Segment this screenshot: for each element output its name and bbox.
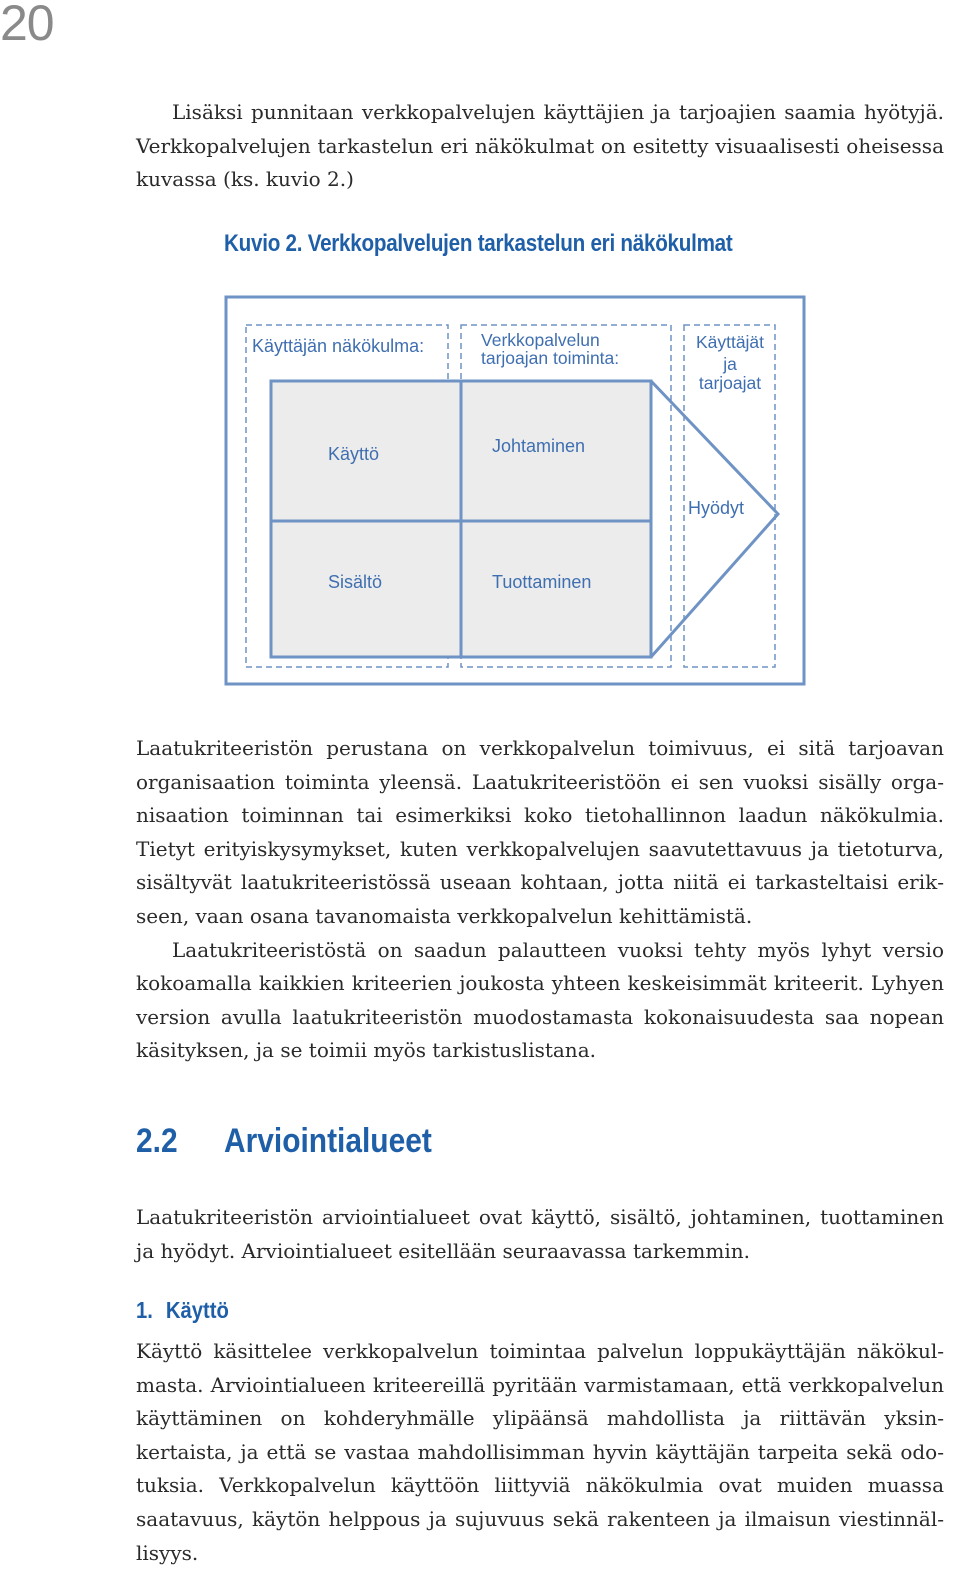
body-paragraph-1: Laatukriteeristön perustana on verkkopalvelun toimivuus, ei sitä tarjoavan organisaation toiminta yleensä. Laatukriteeristöön ei sen vuoksi sisälly organisaation toiminnan tai esimerkiksi koko tietohallinnon laadun näkökulmia. Tietyt erityiskysymykset, kuten verkkopalvelujen saavutettavuus ja tietoturva, sisältyvät laatukriteeristössä useaan kohtaan, jotta niitä ei tarkasteltaisi erikseen, vaan osana tavanomaista verkkopalvelun kehittämistä. bbox=[136, 736, 944, 928]
section-heading bbox=[136, 1122, 432, 1161]
column-benefit-header-line3: tarjoajat bbox=[698, 373, 762, 393]
subsection-paragraph: Käyttö käsittelee verkkopalvelun toimintaa palvelun loppukäyttäjän näkökulmasta. Arviointialueen kriteereillä pyritään varmistamaan, että verkkopalvelun käyttäminen on kohderyhmälle ylipäänsä mahdollista ja riittävän yksinkertaista, ja että se vastaa mahdollisimman hyvin käyttäjän tarpeita sekä odotuksia. Verkkopalvelun käyttöön liittyviä näkökulmia ovat muiden muassa saatavuus, käytön helppous ja sujuvuus sekä rakenteen ja ilmaisun viestinnällisyys. bbox=[136, 1339, 944, 1565]
subsection-text bbox=[136, 1335, 944, 1570]
section-number: 2.2 bbox=[136, 1122, 178, 1160]
benefits-label: Hyödyt bbox=[688, 498, 745, 518]
section-text bbox=[136, 1201, 944, 1268]
figure-caption: Kuvio 2. Verkkopalvelujen tarkastelun eri näkökulmat bbox=[224, 230, 733, 257]
subsection-number: 1. bbox=[136, 1297, 153, 1323]
cell-usage: Käyttö bbox=[328, 444, 380, 464]
cell-management: Johtaminen bbox=[492, 436, 586, 456]
subsection-title: Käyttö bbox=[165, 1297, 229, 1323]
benefit-arrow bbox=[651, 381, 778, 657]
subsection-heading bbox=[136, 1297, 229, 1324]
column-user-header: Käyttäjän näkökulma: bbox=[252, 336, 425, 356]
page-number: 20 bbox=[0, 0, 54, 51]
column-benefit-header-line2: ja bbox=[723, 354, 737, 374]
cell-content: Sisältö bbox=[328, 572, 383, 592]
intro-paragraph: Lisäksi punnitaan verkkopalvelujen käyttäjien ja tarjoajien saamia hyötyjä. Verkkopalvelujen tarkastelun eri näkökulmat on esitetty visuaalisesti oheisessa kuvassa (ks. kuvio 2.) bbox=[136, 100, 944, 192]
column-benefit-header-line1: Käyttäjät bbox=[695, 332, 765, 352]
cell-production: Tuottaminen bbox=[492, 572, 592, 592]
perspectives-diagram bbox=[0, 0, 960, 720]
column-provider-header-line1: Verkkopalvelun bbox=[481, 330, 600, 350]
section-title: Arviointialueet bbox=[224, 1122, 432, 1160]
column-provider-header-line2: tarjoajan toiminta: bbox=[481, 348, 620, 368]
body-text bbox=[136, 732, 944, 1068]
body-paragraph-2: Laatukriteeristöstä on saadun palautteen vuoksi tehty myös lyhyt versio kokoamalla kaikkien kriteerien joukosta yhteen keskeisimmät kriteerit. Lyhyen version avulla laatukriteeristön muodostamasta kokonaisuudesta saa nopean käsityksen, ja se toimii myös tarkistuslistana. bbox=[136, 937, 944, 1063]
section-paragraph: Laatukriteeristön arviointialueet ovat käyttö, sisältö, johtaminen, tuottaminen ja hyödyt. Arviointialueet esitellään seuraavassa tarkemmin. bbox=[136, 1205, 944, 1263]
